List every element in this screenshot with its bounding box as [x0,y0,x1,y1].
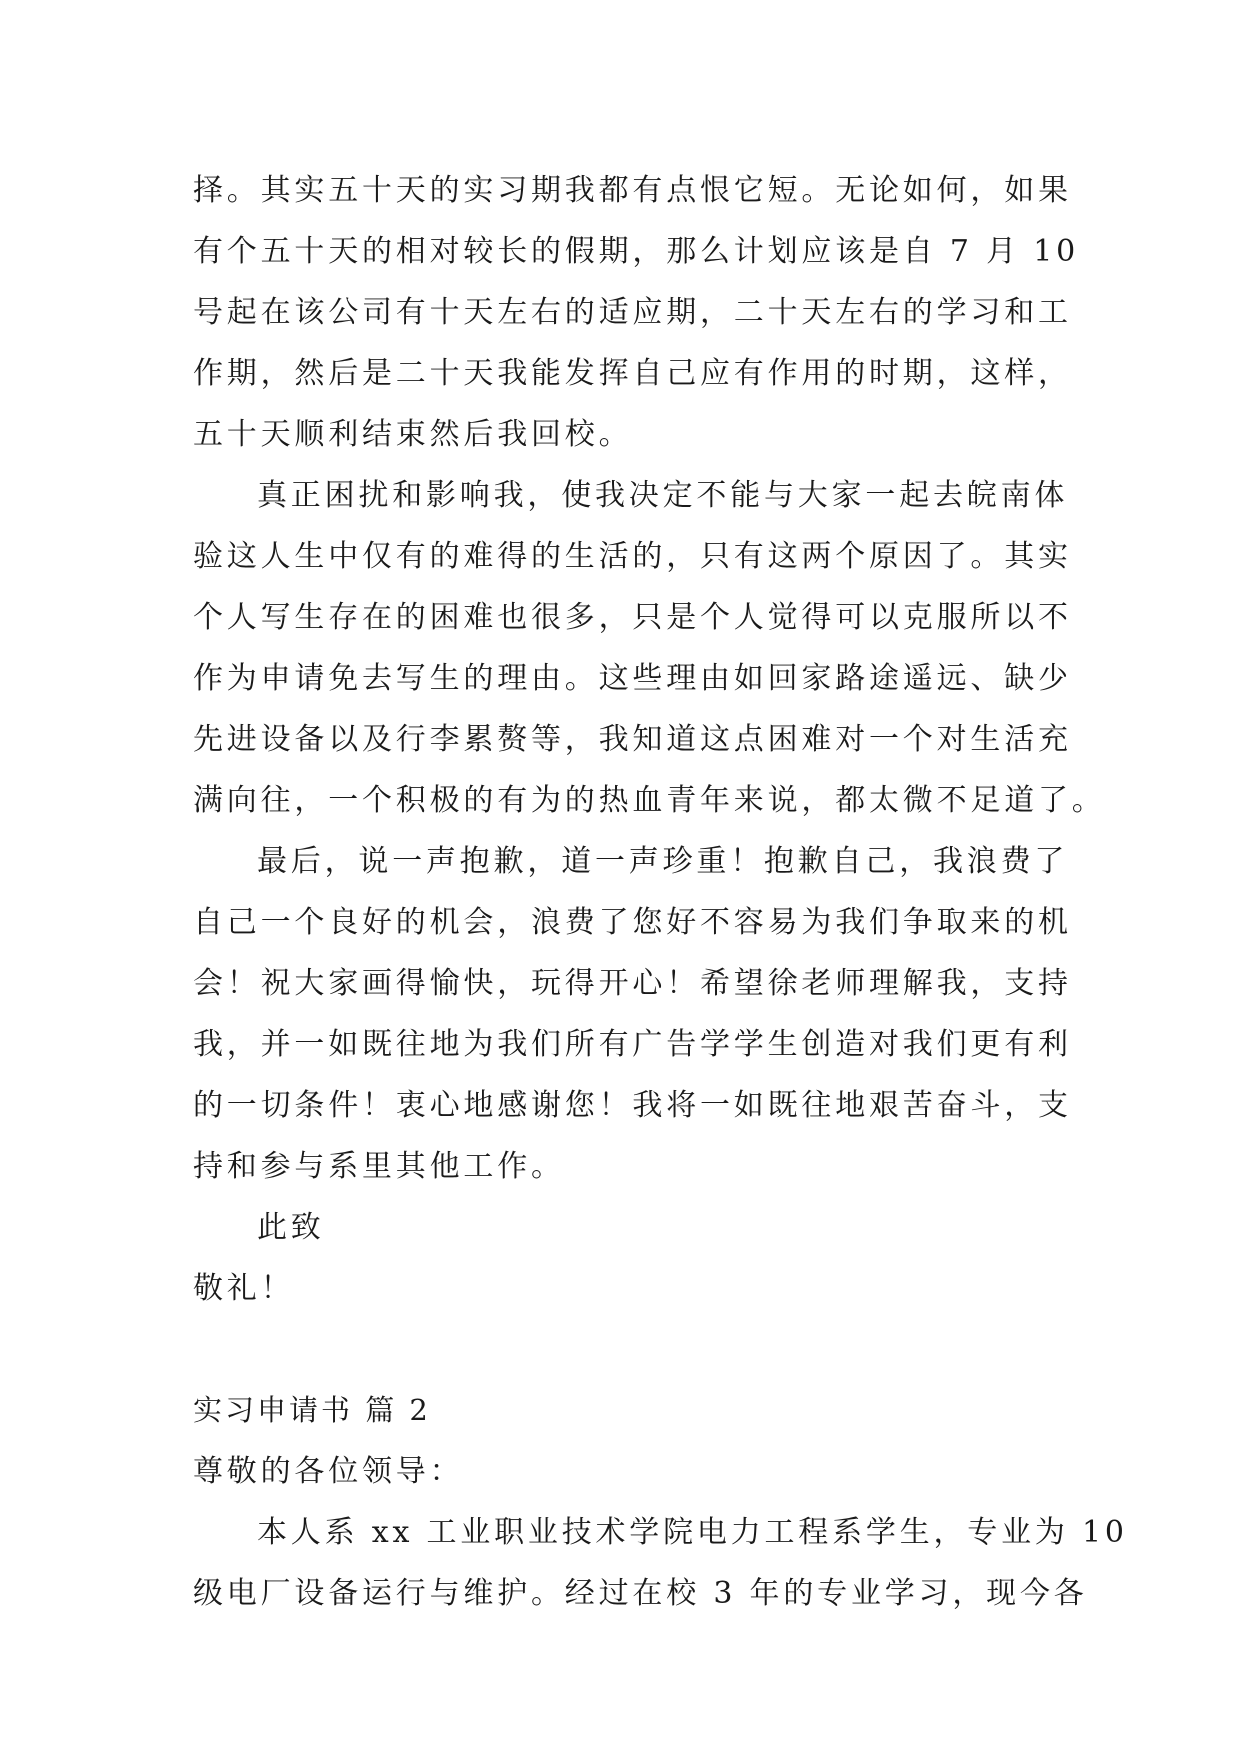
text-line: 作期，然后是二十天我能发挥自己应有作用的时期，这样， [193,356,1072,391]
paragraph-1 [193,160,1080,465]
text-line: 的一切条件！衷心地感谢您！我将一如既往地艰苦奋斗，支 [193,1088,1072,1123]
text-line: 最后，说一声抱歉，道一声珍重！抱歉自己，我浪费了 [257,844,1069,879]
text-line: 本人系 xx 工业职业技术学院电力工程系学生，专业为 10 [257,1515,1128,1550]
text-line: 自己一个良好的机会，浪费了您好不容易为我们争取来的机 [193,905,1072,940]
paragraph-4 [193,1502,1128,1624]
text-line: 个人写生存在的困难也很多，只是个人觉得可以克服所以不 [193,600,1072,635]
document-page [193,160,1128,1624]
text-line: 会！祝大家画得愉快，玩得开心！希望徐老师理解我，支持 [193,966,1072,1001]
text-line: 作为申请免去写生的理由。这些理由如回家路途遥远、缺少 [193,661,1072,696]
paragraph-2 [193,465,1106,831]
salutation: 敬礼！ [193,1271,295,1306]
text-line: 择。其实五十天的实习期我都有点恨它短。无论如何，如果 [193,173,1072,208]
text-line: 我，并一如既往地为我们所有广告学学生创造对我们更有利 [193,1027,1072,1062]
blank-line [193,1319,1053,1380]
paragraph-3 [193,831,1072,1197]
greeting: 尊敬的各位领导： [193,1454,464,1489]
section-title: 实习申请书 篇 2 [193,1393,431,1427]
text-line: 号起在该公司有十天左右的适应期，二十天左右的学习和工 [193,295,1072,330]
text-line: 持和参与系里其他工作。 [193,1149,565,1184]
text-line: 验这人生中仅有的难得的生活的，只有这两个原因了。其实 [193,539,1072,574]
text-line: 五十天顺利结束然后我回校。 [193,417,633,452]
text-line: 真正困扰和影响我，使我决定不能与大家一起去皖南体 [257,478,1069,513]
text-line: 有个五十天的相对较长的假期，那么计划应该是自 7 月 10 [193,234,1080,269]
text-line: 先进设备以及行李累赘等，我知道这点困难对一个对生活充 [193,722,1072,757]
text-line: 级电厂设备运行与维护。经过在校 3 年的专业学习，现今各 [193,1576,1088,1611]
text-line: 满向往，一个积极的有为的热血青年来说，都太微不足道了。 [193,783,1106,818]
closing-phrase: 此致 [257,1210,325,1245]
